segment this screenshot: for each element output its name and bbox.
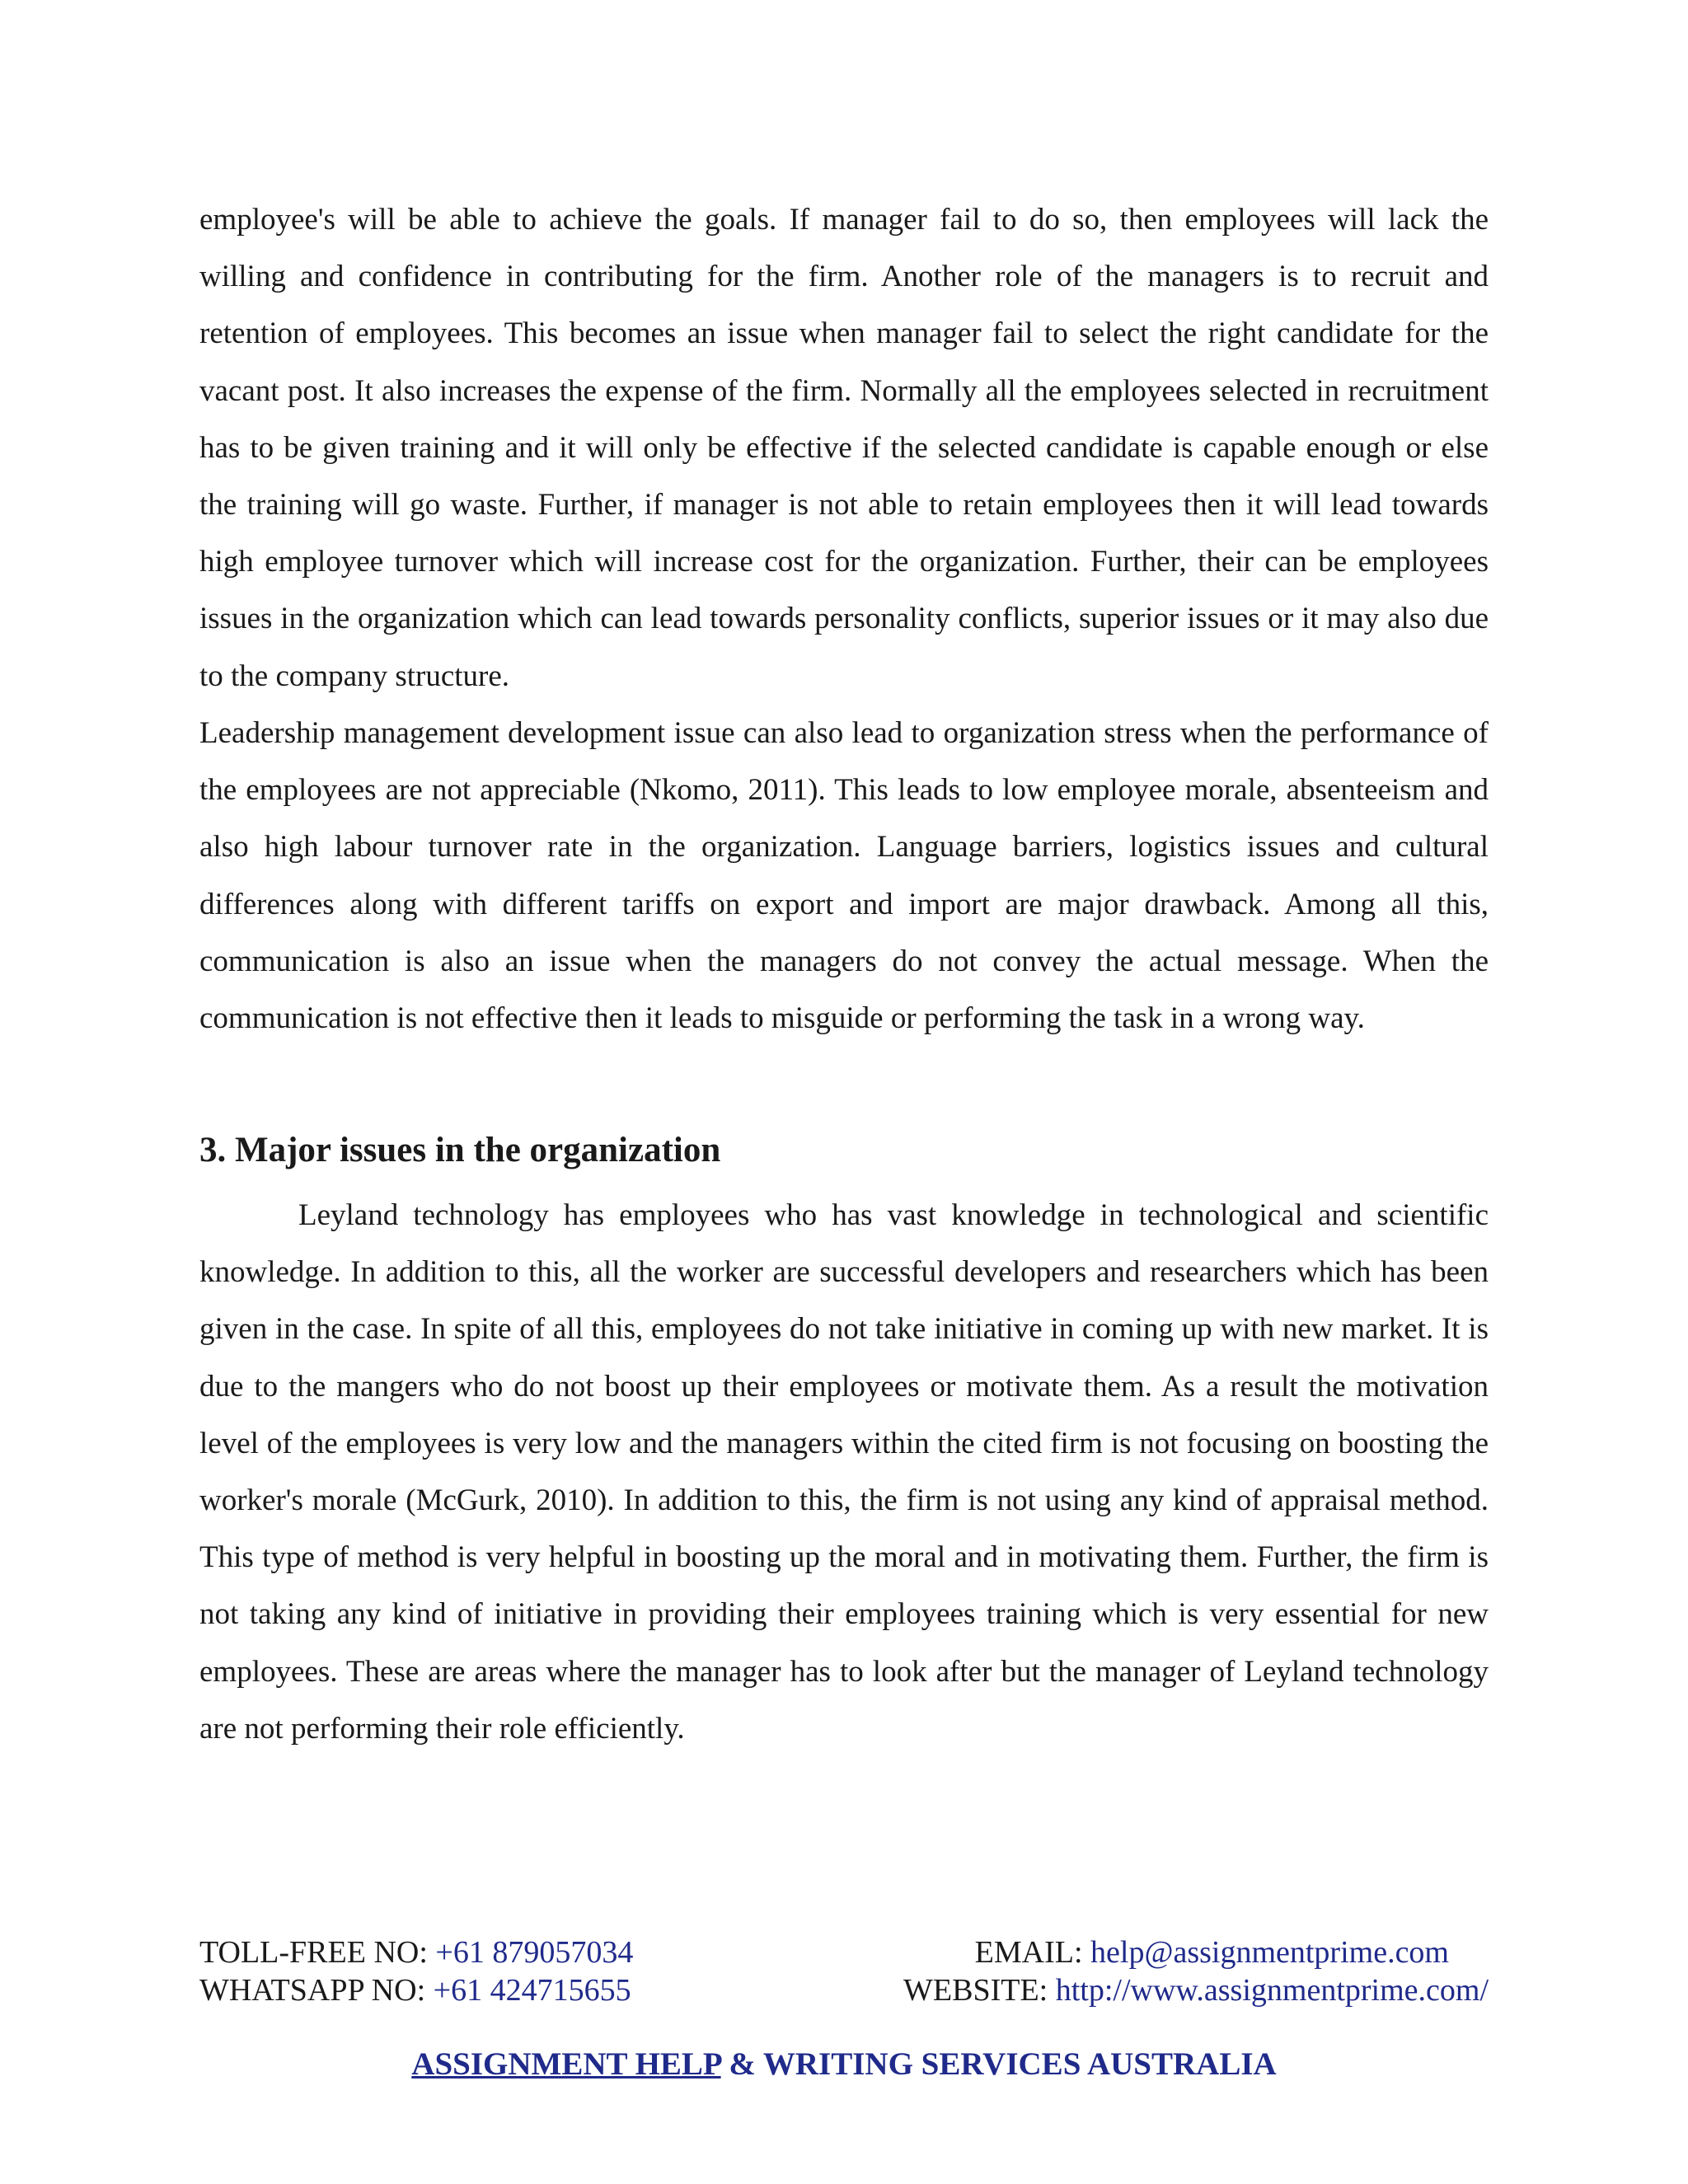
paragraph-2-text-end: . This leads to low employee morale, absenteeism and also high labour turnover rate in the organization. Language barriers, logistics issues and cultural differences along with different tariffs on export and import are major drawback. Among all this, communication is also an issue when the managers do not convey the actual message. When the communication is not effective then it leads to misguide or performing the task in a wrong way. [199, 773, 1489, 1036]
email-label: EMAIL: [974, 1935, 1091, 1970]
website-link[interactable]: http://www.assignmentprime.com/ [1055, 1973, 1489, 2008]
email-info [975, 1933, 1449, 1971]
tagline-rest: & WRITING SERVICES AUSTRALIA [720, 2046, 1277, 2082]
body-paragraph-3: Leyland technology has employees who has vast knowledge in technological and scientific knowledge. In addition to this, all the worker are successful developers and researchers which has been given in the case. In spite of all this, employees do not take initiative in coming up with new market. It is due to the mangers who do not boost up their employees or motivate them. As a result the motivation level of the employees is very low and the managers within the cited firm is not focusing on boosting the worker's morale (McGurk, 2010). In addition to this, the firm is not using any kind of appraisal method. This type of method is very helpful in boosting up the moral and in motivating them. Further, the firm is not taking any kind of initiative in providing their employees training which is very essential for new employees. These are areas where the manager has to look after but the manager of Leyland technology are not performing their role efficiently. [199, 1198, 1489, 1746]
toll-free-number-link[interactable]: +61 879057034 [435, 1935, 634, 1970]
body-paragraph-2 [199, 705, 1489, 1047]
section-heading: 3. Major issues in the organization [199, 1131, 721, 1169]
website-label: WEBSITE: [903, 1973, 1056, 2008]
footer-contact-row-2 [199, 1971, 1489, 2009]
paragraph-2-text-start: Leadership management development issue can also lead to organization stress when the performance of the employees are not appreciable [199, 716, 1489, 808]
website-info [903, 1971, 1489, 2009]
whatsapp-number-link[interactable]: +61 424715655 [433, 1973, 631, 2008]
citation-nkomo: (Nkomo, 2011) [629, 773, 818, 808]
email-link[interactable]: help@assignmentprime.com [1090, 1935, 1449, 1970]
toll-free-info [199, 1933, 633, 1971]
body-paragraph-1: employee's will be able to achieve the goals. If manager fail to do so, then employees will lack the willing and confidence in contributing for the firm. Another role of the managers is to recruit and retention of employees. This becomes an issue when manager fail to select the right candidate for the vacant post. It also increases the expense of the firm. Normally all the employees selected in recruitment has to be given training and it will only be effective if the selected candidate is capable enough or else the training will go waste. Further, if manager is not able to retain employees then it will lead towards high employee turnover which will increase cost for the organization. Further, their can be employees issues in the organization which can lead towards personality conflicts, superior issues or it may also due to the company structure. [199, 203, 1489, 693]
assignment-help-link[interactable]: ASSIGNMENT HELP [411, 2046, 721, 2082]
footer-contact-row-1 [199, 1933, 1489, 1971]
toll-free-label: TOLL-FREE NO: [199, 1935, 436, 1970]
footer-tagline [0, 2044, 1688, 2085]
whatsapp-info [199, 1971, 631, 2009]
whatsapp-label: WHATSAPP NO: [199, 1973, 434, 2008]
